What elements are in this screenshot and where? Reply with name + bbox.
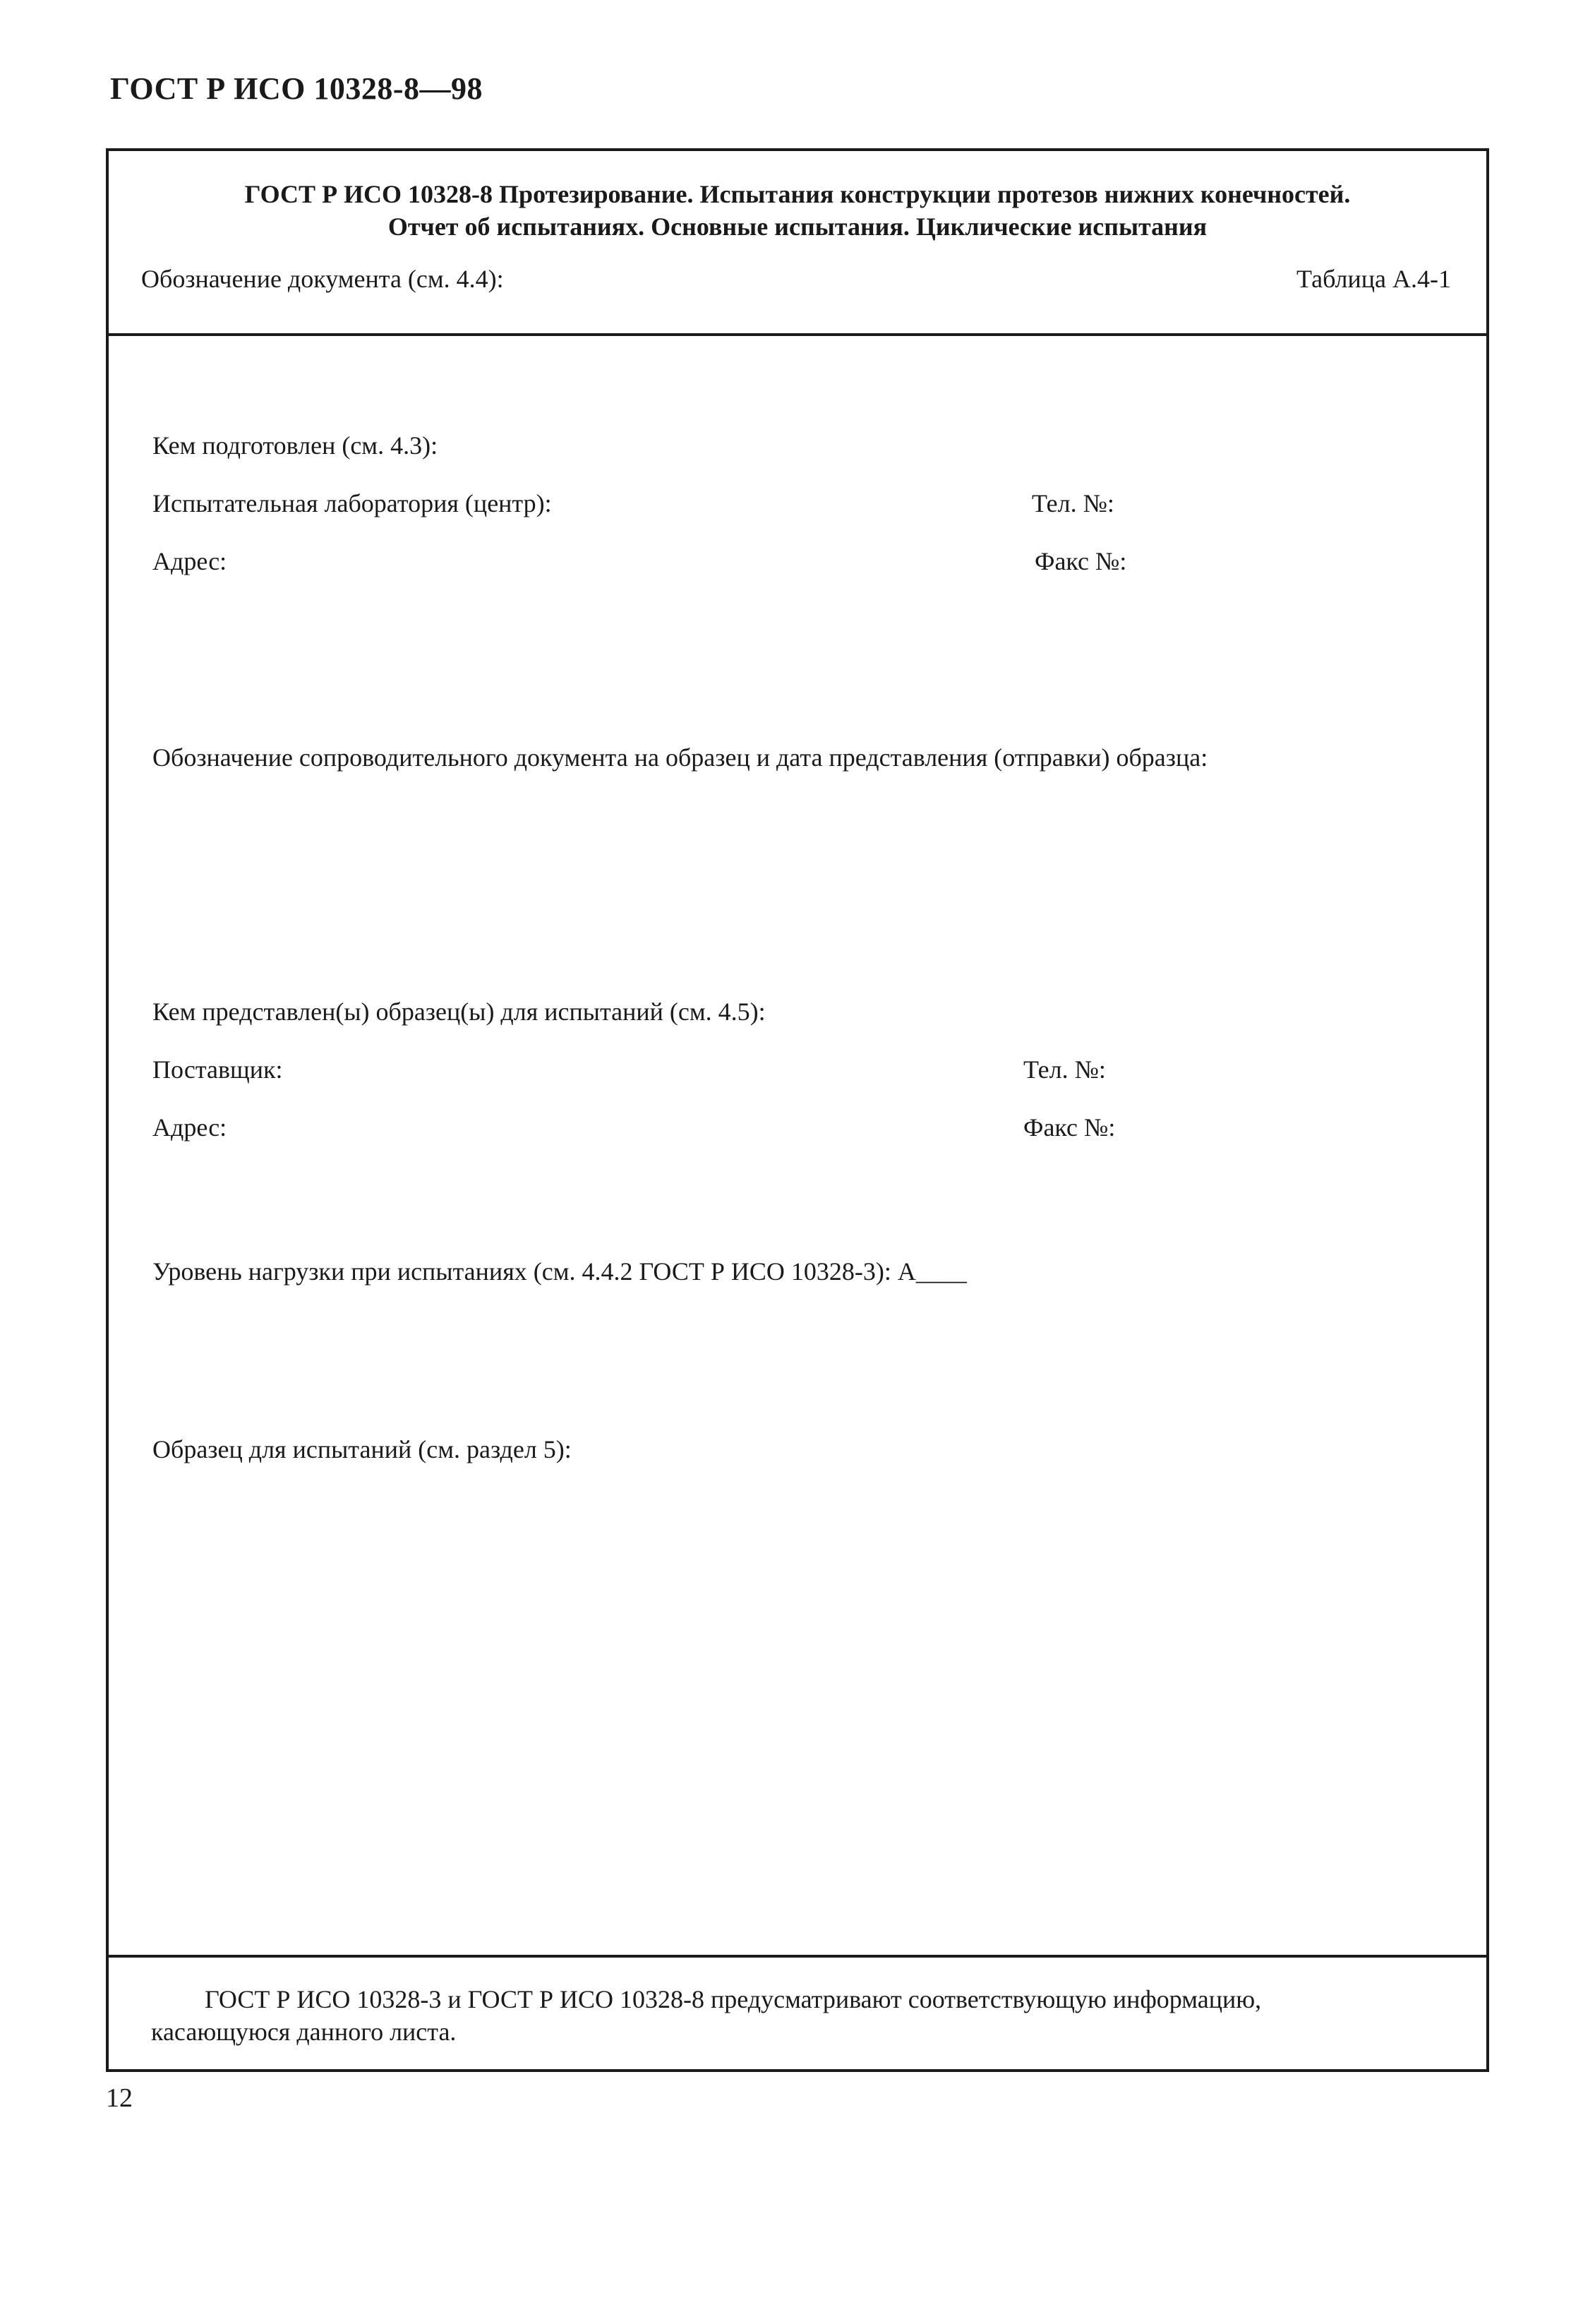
- specimen-label: Образец для испытаний (см. раздел 5):: [152, 1435, 572, 1463]
- load-level-label: Уровень нагрузки при испытаниях (см. 4.4.2 ГОСТ Р ИСО 10328-3): А____: [152, 1257, 967, 1286]
- table-number: Таблица А.4-1: [1296, 265, 1451, 293]
- document-code-header: ГОСТ Р ИСО 10328-8—98: [110, 71, 483, 106]
- supplier-fax-label: Факс №:: [1023, 1113, 1116, 1142]
- form-footer: [109, 1955, 1486, 2069]
- lab-label: Испытательная лаборатория (центр):: [152, 489, 552, 517]
- prepared-by-label: Кем подготовлен (см. 4.3):: [152, 431, 438, 460]
- form-header: [109, 151, 1486, 336]
- form-title-line1: ГОСТ Р ИСО 10328-8 Протезирование. Испытания конструкции протезов нижних конечностей.: [244, 180, 1351, 208]
- form-title-line2: Отчет об испытаниях. Основные испытания. Циклические испытания: [387, 212, 1208, 241]
- supplier-phone-label: Тел. №:: [1023, 1055, 1106, 1084]
- accompanying-doc-label: Обозначение сопроводительного документа на образец и дата представления (отправки) образца:: [152, 743, 1208, 772]
- doc-designation-label: Обозначение документа (см. 4.4):: [141, 265, 504, 293]
- footer-note-line2: касающуюся данного листа.: [151, 2018, 457, 2046]
- lab-address-label: Адрес:: [152, 547, 227, 575]
- submitted-by-label: Кем представлен(ы) образец(ы) для испытаний (см. 4.5):: [152, 998, 766, 1026]
- report-form: [106, 148, 1489, 2072]
- lab-phone-label: Тел. №:: [1032, 489, 1114, 517]
- supplier-label: Поставщик:: [152, 1055, 283, 1084]
- supplier-address-label: Адрес:: [152, 1113, 227, 1142]
- footer-note-line1: ГОСТ Р ИСО 10328-3 и ГОСТ Р ИСО 10328-8 предусматривают соответствующую информацию,: [205, 1985, 1262, 2013]
- lab-fax-label: Факс №:: [1035, 547, 1127, 575]
- page-number: 12: [106, 2083, 133, 2113]
